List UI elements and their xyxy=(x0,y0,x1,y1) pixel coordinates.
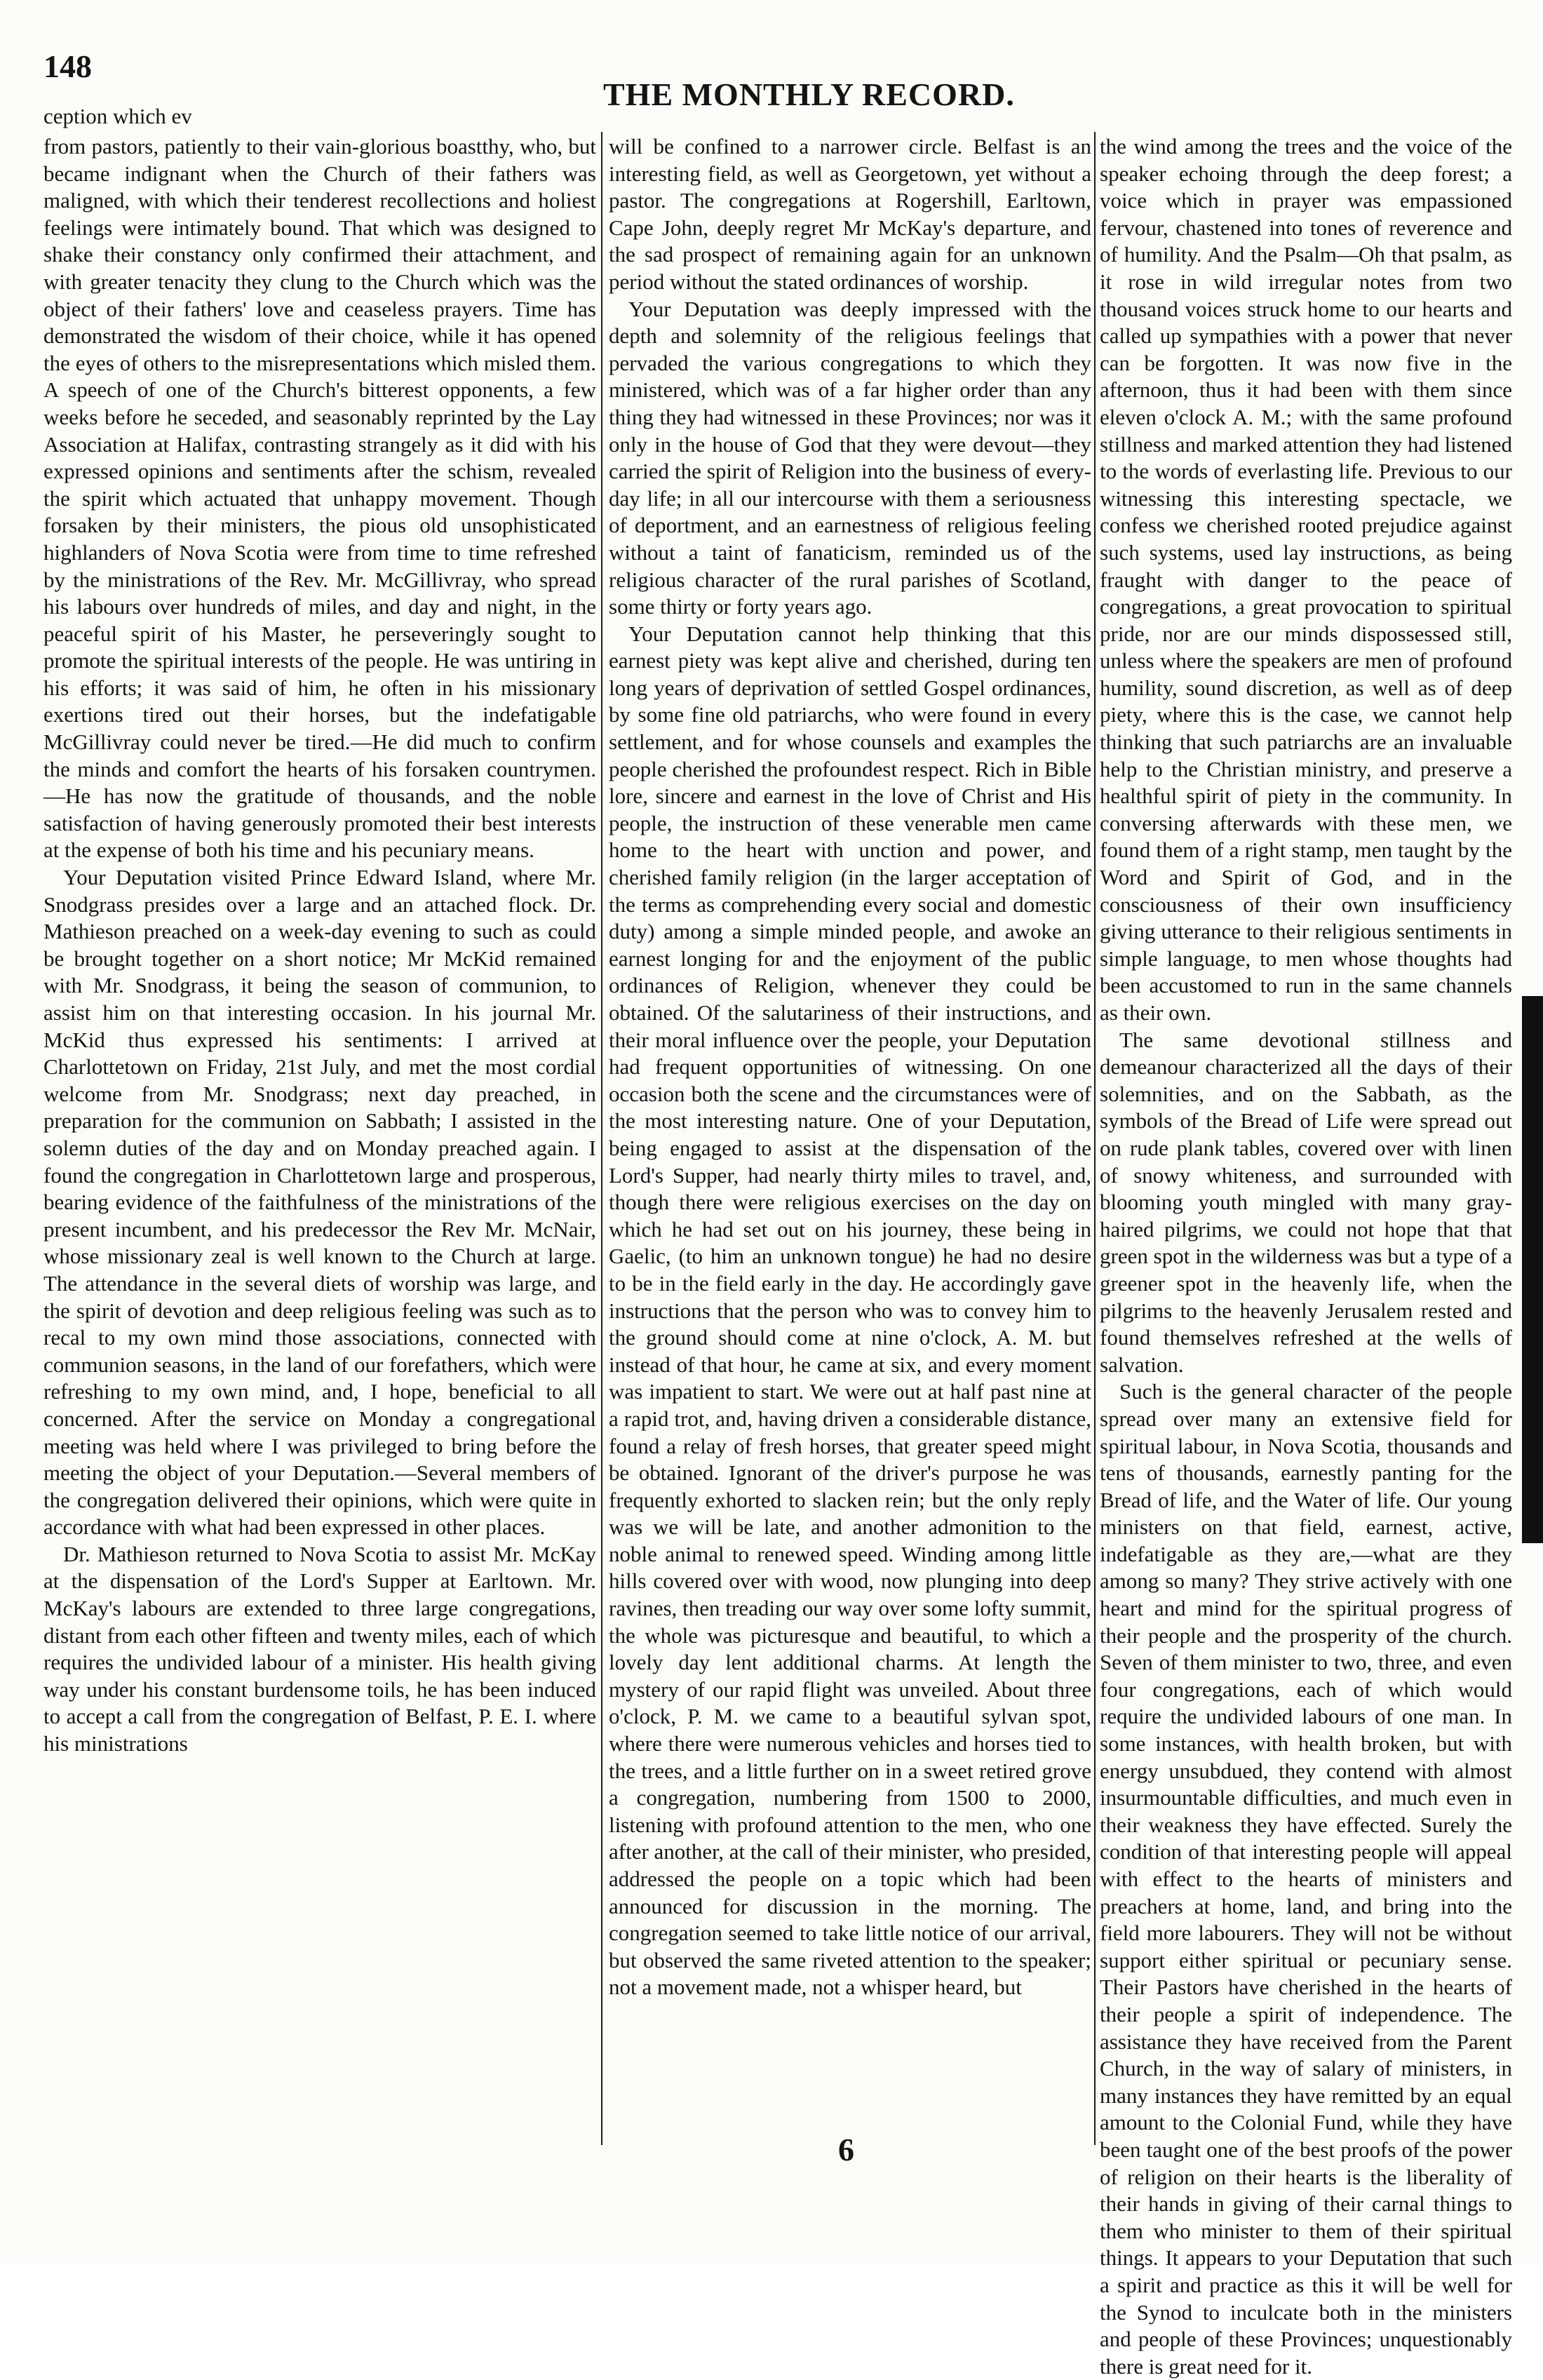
paragraph: Your Deputation was deeply impressed with the depth and solemnity of the religious feelings that pervaded the various congregations to which they ministered, which was of a far higher order than any thing they had witnessed in these Provinces; nor was it only in the house of God that they were devout—they carried the spirit of Religion into the business of every-day life; in all our intercourse with them a seriousness of deportment, and an earnestness of religious feeling without a taint of fanaticism, reminded us of the religious character of the rural parishes of Scotland, some thirty or forty years ago. xyxy=(609,296,1091,619)
paragraph: Your Deputation visited Prince Edward Island, where Mr. Snodgrass presides over a large and an attached flock. Dr. Mathieson preached on a week-day evening to such as could be brought together on a short notice; Mr McKid remained with Mr. Snodgrass, it being the season of communion, to assist him on that interesting occasion. In his journal Mr. McKid thus expressed his sentiments: I arrived at Charlottetown on Friday, 21st July, and met the most cordial welcome from Mr. Snodgrass; next day preached, in preparation for the communion on Sabbath; I assisted in the solemn duties of the day and on Monday preached again. I found the congregation in Charlottetown large and prosperous, bearing evidence of the faithfulness of the ministrations of the present incumbent, and his predecessor the Rev Mr. McNair, whose missionary zeal is well known to the Church at large. The attendance in the several diets of worship was large, and the spirit of devotion and deep religious feeling was such as to recal to my own mind those associations, connected with communion seasons, in the land of our forefathers, which were refreshing to my own mind, and, I hope, beneficial to all concerned. After the service on Monday a congregational meeting was held where I was privileged to bring before the meeting the object of your Deputation.—Several members of the congregation delivered their opinions, which were quite in accordance with what had been expressed in other places. xyxy=(43,865,596,1540)
column-left xyxy=(43,133,596,1758)
column-middle xyxy=(609,133,1091,2001)
paragraph: Such is the general character of the people spread over many an extensive field for spiritual labour, in Nova Scotia, thousands and tens of thousands, earnestly panting for the Bread of life, and the Water of life. Our young ministers on that field, earnest, active, indefatigable as they are,—what are they among so many? They strive actively with one heart and mind for the spiritual progress of their people and the prosperity of the church. Seven of them minister to two, three, and even four congregations, each of which would require the undivided labours of one man. In some instances, with health broken, but with energy unsubdued, they contend with almost insurmountable difficulties, and much even in their weakness they have effected. Surely the condition of that interesting people will appeal with effect to the hearts of ministers and preachers at home, land, and bring into the field more labourers. They will not be without support either spiritual or pecuniary sense. Their Pastors have cherished in the hearts of their people a spirit of independence. The assistance they have received from the Parent Church, in the way of salary of ministers, in many instances they have remitted by an equal amount to the Colonial Fund, while they have been taught one of the best proofs of the power of religion on their hearts is the liberality of their hands in giving of their carnal things to them who minister to them of their spiritual things. It appears to your Deputation that such a spirit and practice as this it will be well for the Synod to inculcate both in the ministers and people of these Provinces; unquestionably there is great need for it. xyxy=(1100,1379,1512,2379)
paragraph: will be confined to a narrower circle. Belfast is an interesting field, as well as Georgetown, yet without a pastor. The congregations at Rogershill, Earltown, Cape John, deeply regret Mr McKay's departure, and the sad prospect of remaining again for an unknown period without the stated ordinances of worship. xyxy=(609,134,1091,294)
binding-edge xyxy=(1522,996,1543,1543)
column-right xyxy=(1100,133,1512,2379)
paragraph: the wind among the trees and the voice of the speaker echoing through the deep forest; a voice which in prayer was empassioned fervour, chastened into tones of reverence and of humility. And the Psalm—Oh that psalm, as it rose in wild irregular notes from two thousand voices struck home to our hearts and called up sympathies with a power that never can be forgotten. It was now five in the afternoon, thus it had been with them since eleven o'clock A. M.; with the same profound stillness and marked attention they had listened to the words of everlasting life. Previous to our witnessing this interesting spectacle, we confess we cherished rooted prejudice against such systems, used lay instructions, as being fraught with danger to the peace of congregations, a great provocation to spiritual pride, nor are our minds dispossessed still, unless where the speakers are men of profound humility, sound discretion, as well as of deep piety, where this is the case, we cannot help thinking that such patriarchs are an invaluable help to the Christian ministry, and preserve a healthful spirit of piety in the community. In conversing afterwards with these men, we found them of a right stamp, men taught by the Word and Spirit of God, and in the consciousness of their own insufficiency giving utterance to their religious sentiments in simple language, to men whose thoughts had been accustomed to run in the same channels as their own. xyxy=(1100,134,1512,1025)
paragraph: The same devotional stillness and demeanour characterized all the days of their solemnities, and on the Sabbath, as the symbols of the Bread of Life were spread out on rude plank tables, covered over with linen of snowy whiteness, and surrounded with blooming youth mingled with many gray-haired pilgrims, we could not hope that that green spot in the wilderness was but a type of a greener spot in the heavenly life, when the pilgrims to the heavenly Jerusalem rested and found themselves refreshed at the wells of salvation. xyxy=(1100,1027,1512,1377)
line-fragment: ception which ev xyxy=(43,104,192,128)
page-number: 148 xyxy=(43,48,92,84)
column-rule xyxy=(601,132,602,2145)
column-rule xyxy=(1094,132,1096,2145)
signature-mark: 6 xyxy=(838,2132,854,2167)
paragraph: from pastors, patiently to their vain-glorious boastthy, who, but became indignant when the Church of their fathers was maligned, with which their tenderest recollections and holiest feelings were intimately bound. That which was designed to shake their constancy only confirmed their attachment, and with greater tenacity they clung to the Church which was the object of their fathers' love and ceaseless prayers. Time has demonstrated the wisdom of their choice, while it has opened the eyes of others to the misrepresentations which misled them. A speech of one of the Church's bitterest opponents, a few weeks before he seceded, and seasonably reprinted by the Lay Association at Halifax, contrasting strangely as it did with his expressed opinions and sentiments after the schism, revealed the spirit which actuated that unhappy movement. Though forsaken by their ministers, the pious old unsophisticated highlanders of Nova Scotia were from time to time refreshed by the ministrations of the Rev. Mr. McGillivray, who spread his labours over hundreds of miles, and day and night, in the peaceful spirit of his Master, he perseveringly sought to promote the spiritual interests of the people. He was untiring in his efforts; it was said of him, he often in his missionary exertions tired out their horses, but the indefatigable McGillivray could never be tired.—He did much to confirm the minds and comfort the hearts of his forsaken countrymen.—He has now the gratitude of thousands, and the noble satisfaction of having generously promoted their best interests at the expense of both his time and his pecuniary means. xyxy=(43,134,596,863)
paragraph: Your Deputation cannot help thinking that this earnest piety was kept alive and cherished, during ten long years of deprivation of settled Gospel ordinances, by some fine old patriarchs, who were found in every settlement, and for whose counsels and examples the people cherished the profoundest respect. Rich in Bible lore, sincere and earnest in the love of Christ and His people, the instruction of these venerable men came home to the heart with unction and power, and cherished family religion (in the larger acceptation of the terms as comprehending every social and domestic duty) among a simple minded people, and awoke an earnest longing for and the enjoyment of the public ordinances of Religion, whenever they could be obtained. Of the salutariness of their instructions, and their moral influence over the people, your Deputation had frequent opportunities of witnessing. On one occasion both the scene and the circumstances were of the most interesting nature. One of your Deputation, being engaged to assist at the dispensation of the Lord's Supper, had nearly thirty miles to travel, and, though there were religious exercises on the day on which he had set out on his journey, these being in Gaelic, (to him an unknown tongue) he had no desire to be in the field early in the day. He accordingly gave instructions that the person who was to convey him to the ground should come at nine o'clock, A. M. but instead of that hour, he came at six, and every moment was impatient to start. We were out at half past nine at a rapid trot, and, having driven a considerable distance, found a relay of fresh horses, that greater speed might be obtained. Ignorant of the driver's purpose he was frequently exhorted to slacken rein; but the only reply was we will be late, and another admonition to the noble animal to renewed speed. Winding among little hills covered over with wood, now plunging into deep ravines, then treading our way over some lofty summit, the whole was picturesque and beautiful, to which a lovely day lent additional charms. At length the mystery of our rapid flight was unveiled. About three o'clock, P. M. we came to a beautiful sylvan spot, where there were numerous vehicles and horses tied to the trees, and a little further on in a sweet retired grove a congregation, numbering from 1500 to 2000, listening with profound attention to the men, who one after another, at the call of their minister, who presided, addressed the people on a topic which had been announced for discussion in the morning. The congregation seemed to take little notice of our arrival, but observed the same riveted attention to the speaker; not a movement made, not a whisper heard, but xyxy=(609,621,1091,2000)
page-title: THE MONTHLY RECORD. xyxy=(603,76,1015,112)
paragraph: Dr. Mathieson returned to Nova Scotia to assist Mr. McKay at the dispensation of the Lord's Supper at Earltown. Mr. McKay's labours are extended to three large congregations, distant from each other fifteen and twenty miles, each of which requires the undivided labour of a minister. His health giving way under his constant burdensome toils, he has been induced to accept a call from the congregation of Belfast, P. E. I. where his ministrations xyxy=(43,1541,596,1756)
